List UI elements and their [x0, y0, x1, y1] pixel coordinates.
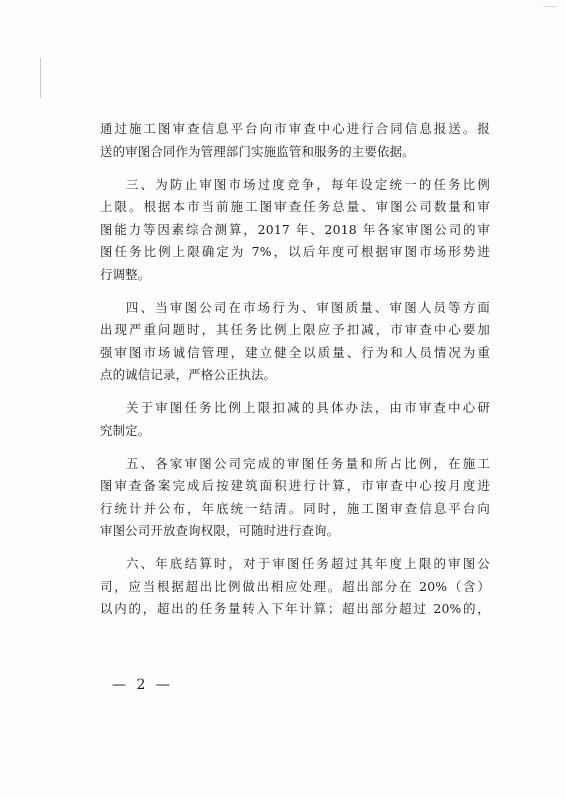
paragraph-four-limit-deduction — [100, 297, 490, 387]
text-line: 通过施工图审查信息平台向市审查中心进行合同信息报送。报 — [100, 121, 490, 136]
page-number: — 2 — — [112, 677, 173, 693]
text-line: 强审图市场诚信管理，建立健全以质量、行为和人员情况为重 — [100, 344, 490, 360]
text-line: 送的审图合同作为管理部门实施监管和服务的主要依据。 — [100, 143, 415, 159]
paragraph-six-year-end-settlement — [100, 553, 490, 621]
text-line: 五、各家审图公司完成的审图任务量和所占比例，在施工 — [126, 455, 490, 471]
document-body — [100, 118, 490, 631]
text-line: 点的诚信记录，严格公正执法。 — [100, 367, 277, 382]
text-line: 图能力等因素综合测算，2017 年、2018 年各家审图公司的审 — [100, 221, 490, 237]
text-line: 关于审图任务比例上限扣减的具体办法，由市审查中心研 — [126, 400, 490, 415]
text-line: 行统计并公布，年底统一结清。同时，施工图审查信息平台向 — [100, 500, 490, 516]
text-line: 上限。根据本市当前施工图审查任务总量、审图公司数量和审 — [100, 199, 490, 214]
text-line: 究制定。 — [100, 422, 151, 438]
text-line: 审图公司开放查询权限，可随时进行查询。 — [100, 523, 340, 538]
paragraph-three-task-limit — [100, 174, 490, 287]
text-line: 图任务比例上限确定为 7%，以后年度可根据审图市场形势进 — [100, 244, 490, 259]
text-line: 以内的，超出的任务量转入下年计算；超出部分超过 20%的， — [100, 601, 490, 616]
text-line: 司，应当根据超出比例做出相应处理。超出部分在 20%（含） — [100, 578, 490, 594]
text-line: 图审查备案完成后按建筑面积进行计算，市审查中心按月度进 — [100, 478, 490, 493]
scan-margin-mark — [40, 58, 41, 98]
text-line: 行调整。 — [100, 266, 151, 282]
text-line: 出现严重问题时，其任务比例上限应予扣减，市审查中心要加 — [100, 322, 490, 337]
text-line: 三、为防止审图市场过度竞争，每年设定统一的任务比例 — [126, 176, 490, 192]
paragraph-deduction-method — [100, 397, 490, 442]
paragraph-five-task-statistics — [100, 453, 490, 543]
paragraph-contract-submission — [100, 118, 490, 163]
text-line: 六、年底结算时，对于审图任务超过其年度上限的审图公 — [126, 556, 490, 571]
text-line: 四、当审图公司在市场行为、审图质量、审图人员等方面 — [126, 299, 490, 315]
scan-corner-mark — [543, 6, 557, 15]
